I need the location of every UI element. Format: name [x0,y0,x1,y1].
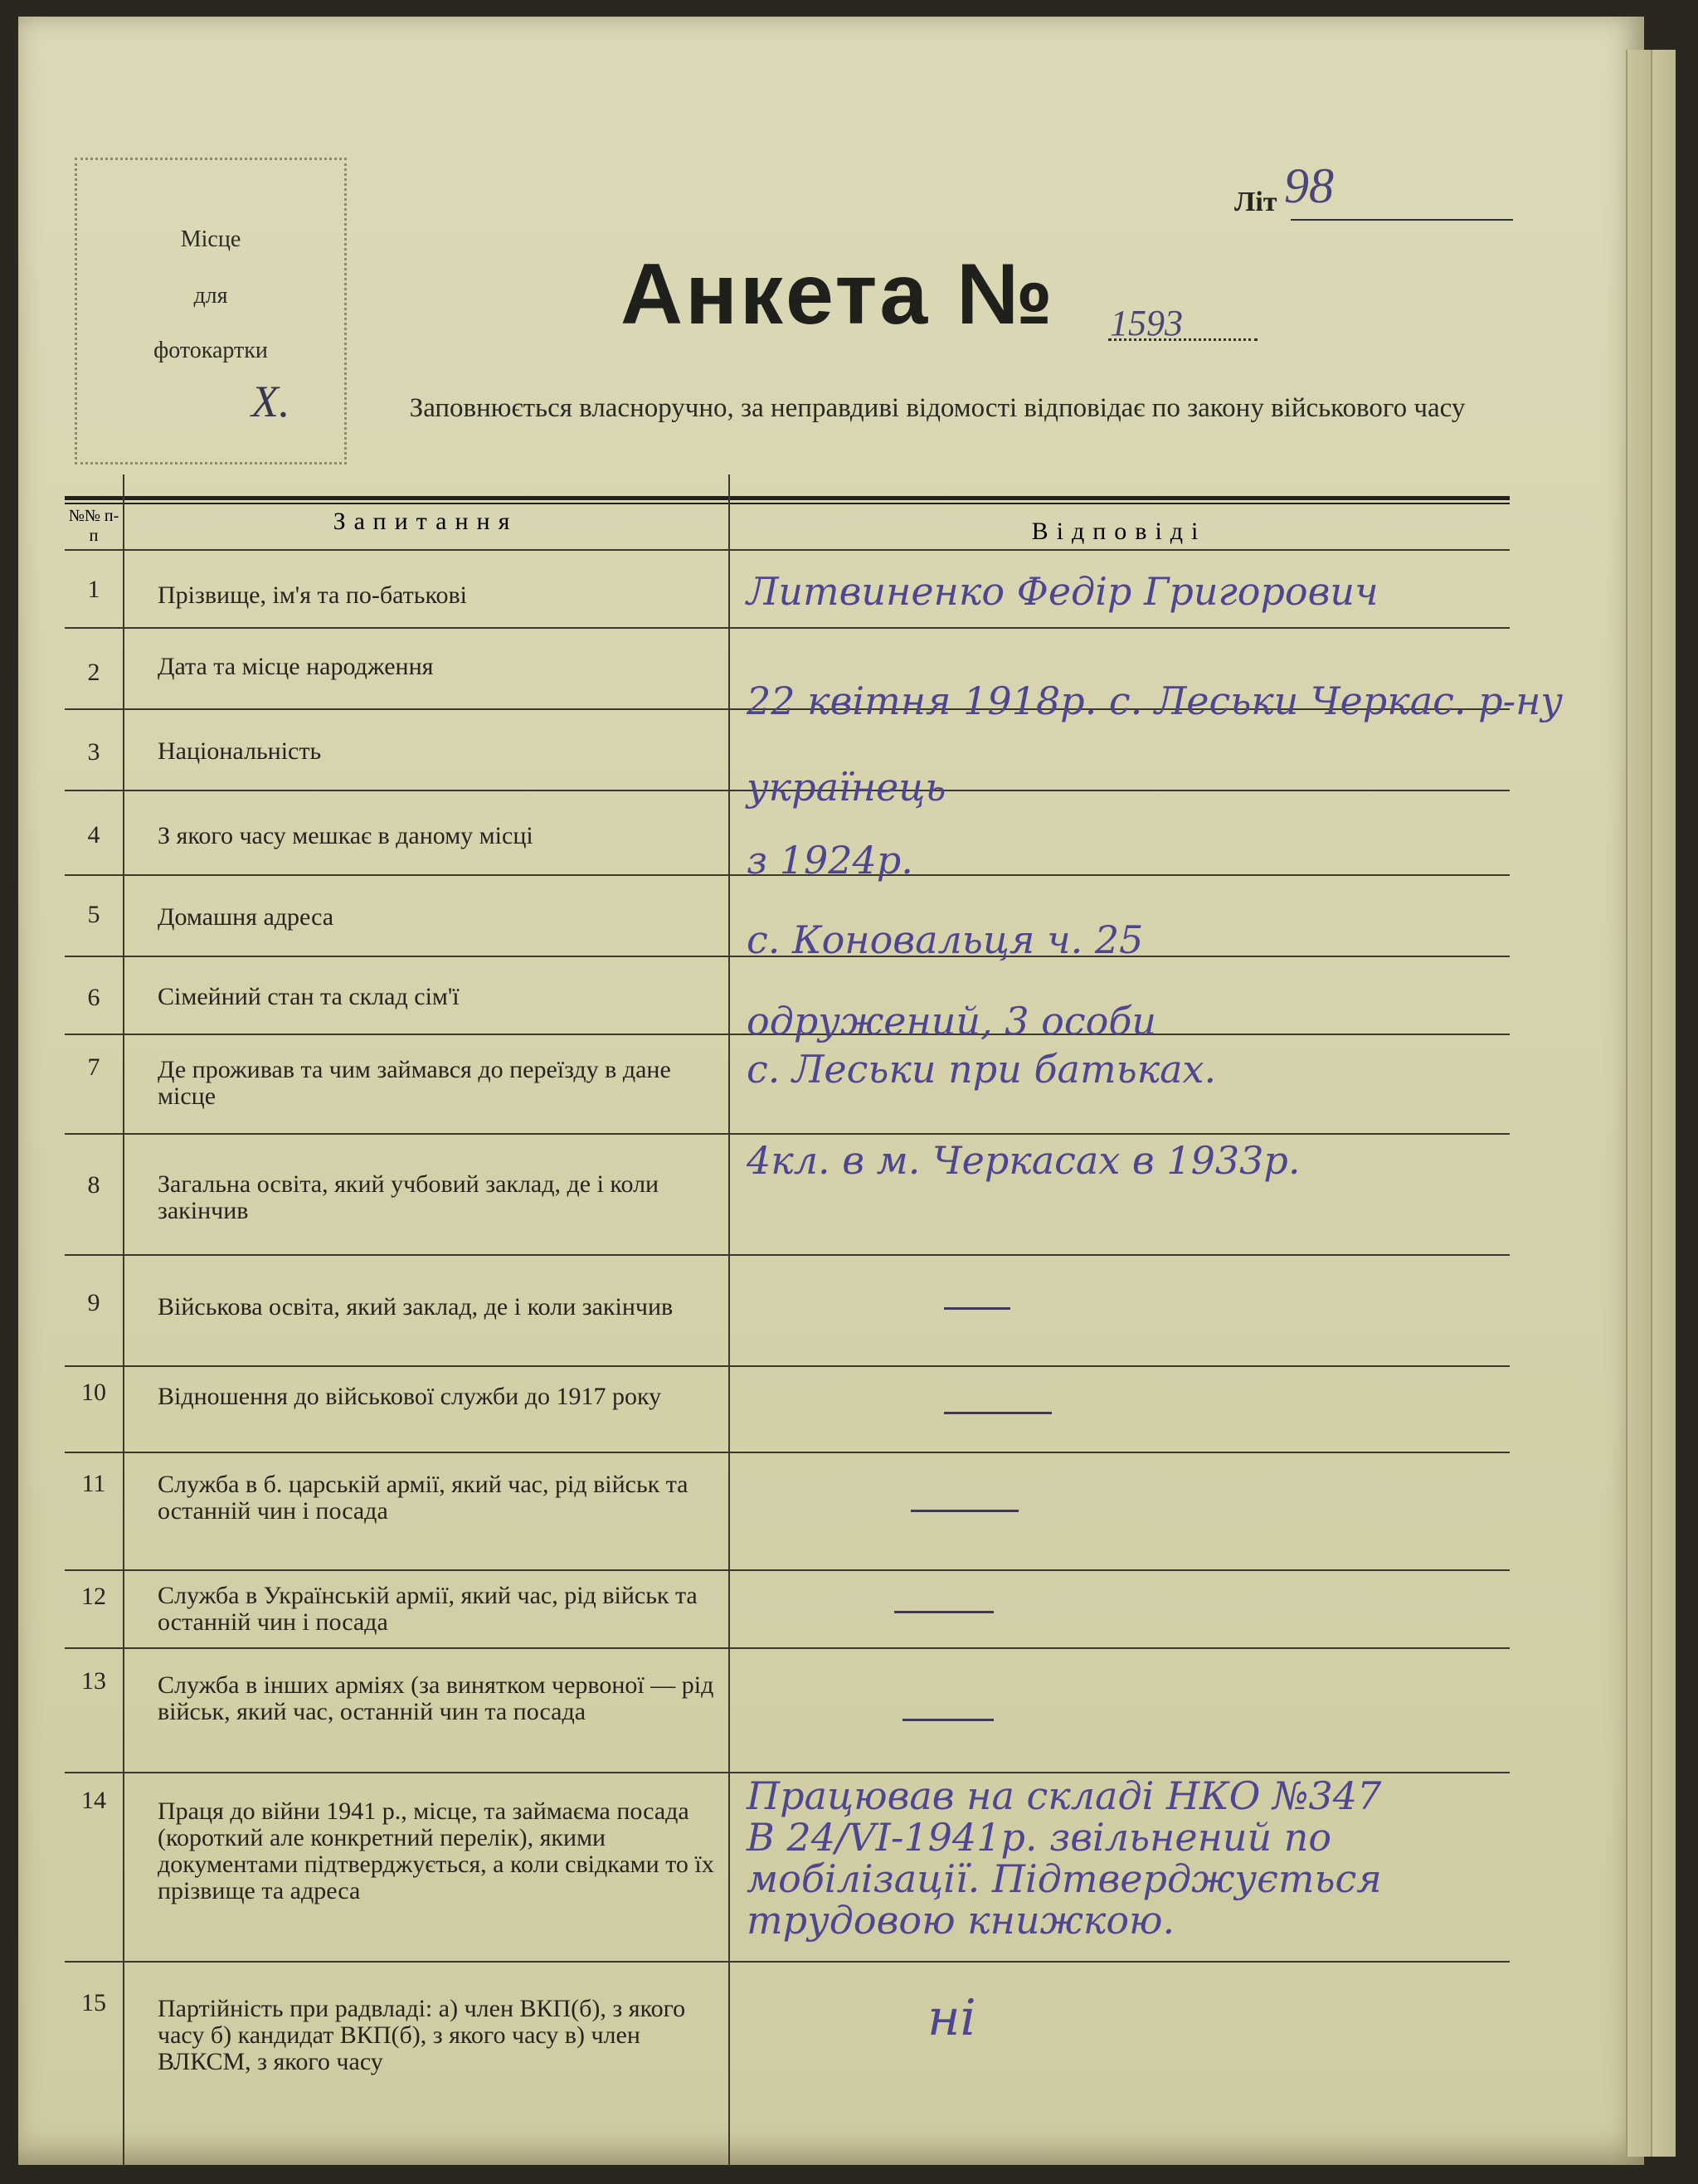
table-row [65,957,1510,1043]
row-answer-line-3: мобілізації. Підтверджується [747,1856,1382,1901]
row-answer: с. Коновальця ч. 25 [747,917,1144,962]
table-header [65,503,1510,551]
row-number: 10 [81,1379,106,1406]
row-number: 1 [87,576,100,603]
table-row [65,710,1510,810]
empty-answer-dash [911,1510,1019,1512]
row-question: Відношення до військової служби до 1917 року [158,1383,662,1410]
row-number: 8 [87,1171,100,1199]
table-row [65,1649,1510,1773]
table-row [65,1773,1510,1963]
table-row [65,629,1564,723]
row-answer: одружений, 3 особи [747,999,1157,1043]
row-answer: українець [747,765,946,810]
table-row [65,1963,1510,2153]
header-answer: Відповіді [1031,518,1207,545]
photo-label-3: фотокартки [153,338,268,363]
row-number: 14 [81,1787,106,1814]
table-row [65,1256,1510,1367]
row-question: Служба в інших арміях (за винятком червоної — рід військ, який час, останній чин та посада [158,1671,714,1725]
row-number: 2 [87,659,100,686]
row-question: Праця до війни 1941 р., місце, та займаєма посада (короткий але конкретний перелік), якими документами підтверджується, а коли свідками то їх прізвище та адреса [158,1797,714,1904]
empty-answer-dash [903,1719,994,1721]
row-number: 3 [87,738,100,766]
table-row [65,791,1510,883]
table-row [65,1135,1510,1256]
row-question: Національність [158,737,322,765]
photo-label-2: для [193,283,228,309]
row-question: Домашня адреса [158,903,334,931]
sheet-number-line [1291,219,1513,221]
photo-label-1: Місце [180,226,241,252]
row-number: 5 [87,901,100,928]
sheet-label: Літ [1234,187,1277,217]
row-answer-line-1: Працював на складі НКО №347 [747,1773,1382,1818]
row-answer-line-2: В 24/VI-1941р. звільнений по [747,1815,1332,1860]
row-question: Дата та місце народження [158,653,434,680]
empty-answer-dash [944,1307,1010,1310]
table-row [65,1571,1510,1649]
row-question: Сімейний стан та склад сім'ї [158,983,460,1010]
empty-answer-dash [944,1412,1052,1414]
table-row [65,1367,1510,1453]
row-question: Служба в б. царській армії, який час, рід військ та останній чин і посада [158,1471,688,1525]
header-number: №№ п-п [68,507,119,545]
form-number: 1593 [1110,303,1183,343]
photo-mark: X. [251,377,290,426]
top-rule [65,496,1510,500]
sheet-number: 98 [1284,158,1334,213]
row-answer-line-4: трудовою книжкою. [747,1898,1175,1943]
row-question: Прізвище, ім'я та по-батькові [158,581,467,609]
row-number: 12 [81,1583,106,1610]
row-question: Партійність при радвладі: а) член ВКП(б), з якого часу б) кандидат ВКП(б), з якого часу в) член ВЛКСМ, з якого часу [158,1995,686,2075]
row-question: Військова освіта, який заклад, де і коли закінчив [158,1293,674,1321]
table-row [65,876,1510,962]
table-row [65,551,1510,629]
photo-placeholder [75,158,347,465]
row-number: 9 [87,1289,100,1316]
row-number: 13 [81,1667,106,1695]
row-answer: ні [927,1989,976,2047]
row-answer: с. Леськи при батьках. [747,1047,1217,1092]
table-row [65,1453,1510,1571]
row-question: З якого часу мешкає в даному місці [158,822,533,849]
form-number-line [1108,338,1258,341]
row-question: Служба в Українській армії, який час, рід військ та останній чин і посада [158,1582,698,1636]
questionnaire-table [65,503,1510,551]
header-question: Запитання [333,508,518,535]
form-subtitle: Заповнюється власноручно, за неправдиві відомості відповідає по закону військового часу [409,393,1466,423]
row-answer: Литвиненко Федір Григорович [747,569,1379,614]
row-answer: 4кл. в м. Черкасах в 1933р. [747,1138,1301,1183]
row-number: 4 [87,821,100,849]
row-number: 15 [81,1989,106,2016]
row-question: Загальна освіта, який учбовий заклад, де і коли закінчив [158,1170,659,1224]
row-number: 11 [81,1470,106,1497]
table-row [65,1035,1510,1135]
row-answer: 22 квітня 1918р. с. Леськи Черкас. р-ну [747,679,1564,723]
empty-answer-dash [894,1611,994,1613]
row-number: 7 [87,1053,100,1081]
form-title: Анкета № [620,246,1056,343]
row-question: Де проживав та чим займався до переїзду в дане місце [158,1056,671,1110]
row-answer: з 1924р. [747,838,913,883]
row-number: 6 [87,984,100,1011]
